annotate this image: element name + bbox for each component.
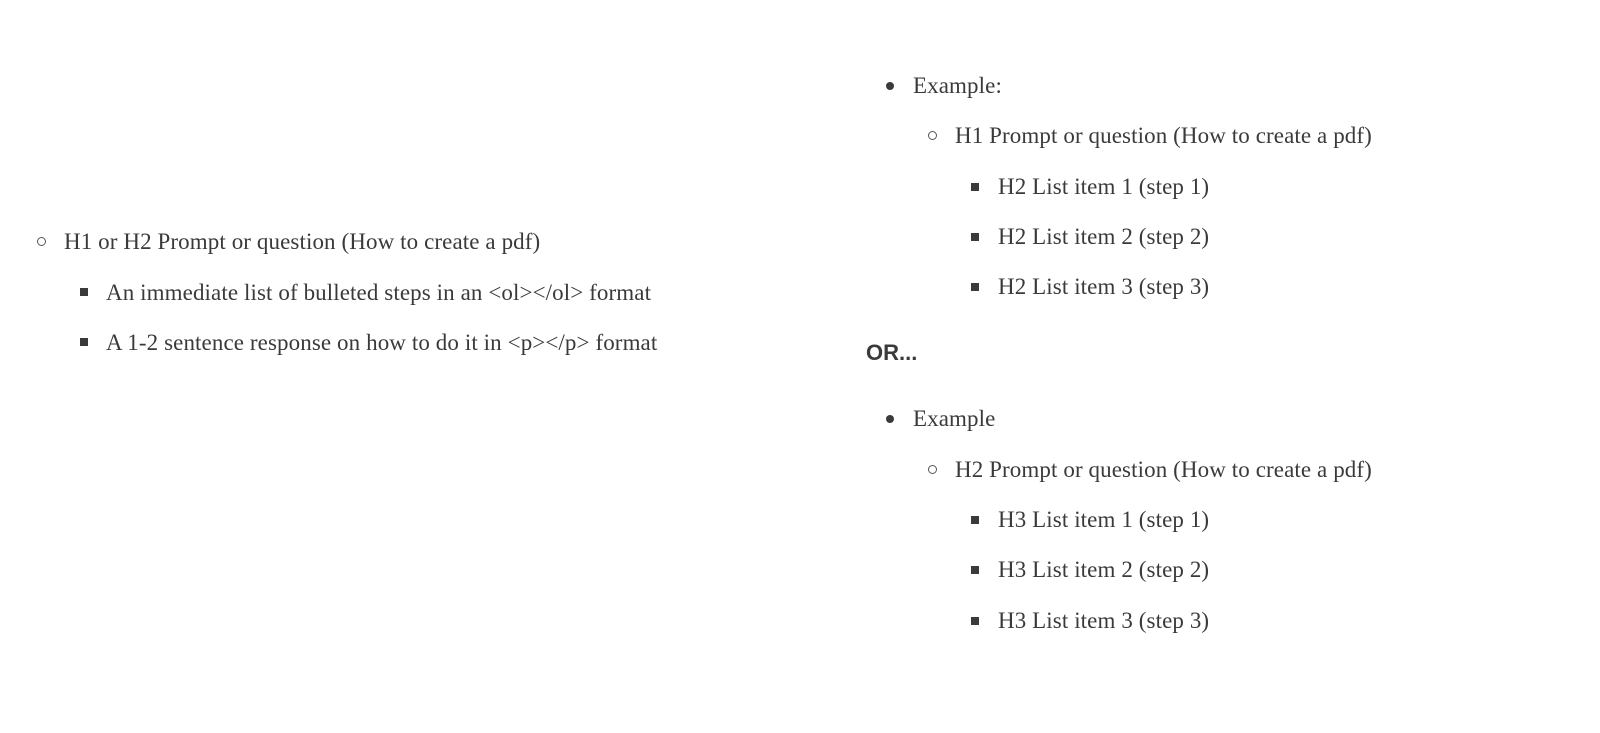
- square-bullet-icon: [971, 283, 979, 291]
- or-separator: OR...: [866, 340, 918, 365]
- square-bullet-icon: [971, 617, 979, 625]
- square-bullet-icon: [971, 233, 979, 241]
- square-bullet-icon: [971, 566, 979, 574]
- circle-bullet-icon: [37, 237, 46, 246]
- square-bullet-icon: [971, 183, 979, 191]
- example-step: H3 List item 3 (step 3): [998, 608, 1210, 633]
- example-label: Example:: [913, 73, 1002, 98]
- example-prompt: H1 Prompt or question (How to create a pdf): [955, 123, 1372, 148]
- example-step: H3 List item 2 (step 2): [998, 557, 1210, 582]
- square-bullet-icon: [80, 338, 88, 346]
- circle-bullet-icon: [928, 465, 937, 474]
- square-bullet-icon: [971, 516, 979, 524]
- disc-bullet-icon: [886, 82, 894, 90]
- example-step: H3 List item 1 (step 1): [998, 507, 1210, 532]
- example-step: H2 List item 2 (step 2): [998, 224, 1210, 249]
- example-step: H2 List item 3 (step 3): [998, 274, 1210, 299]
- disc-bullet-icon: [886, 415, 894, 423]
- example-prompt: H2 Prompt or question (How to create a pdf): [955, 457, 1372, 482]
- left-heading-item: H1 or H2 Prompt or question (How to create a pdf): [64, 229, 541, 254]
- square-bullet-icon: [80, 288, 88, 296]
- left-sub-item: A 1-2 sentence response on how to do it in <p></p> format: [106, 330, 658, 355]
- example-label: Example: [913, 406, 996, 431]
- circle-bullet-icon: [928, 131, 937, 140]
- example-step: H2 List item 1 (step 1): [998, 174, 1210, 199]
- left-sub-item: An immediate list of bulleted steps in an <ol></ol> format: [106, 280, 652, 305]
